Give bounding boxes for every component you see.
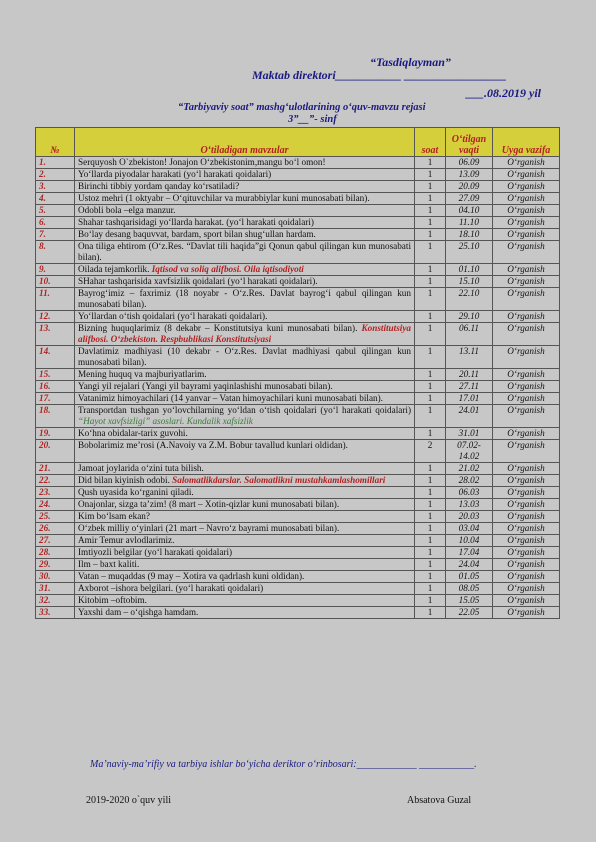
row-date: 25.10 bbox=[446, 241, 493, 264]
table-row bbox=[36, 181, 560, 193]
row-topic bbox=[75, 487, 415, 499]
row-number: 1. bbox=[36, 157, 75, 169]
table-row bbox=[36, 311, 560, 323]
row-topic bbox=[75, 523, 415, 535]
col-header-date: O‘tilgan vaqti bbox=[446, 128, 493, 157]
row-hours: 1 bbox=[415, 475, 446, 487]
row-task: O‘rganish bbox=[493, 381, 560, 393]
row-date: 29.10 bbox=[446, 311, 493, 323]
row-date: 10.04 bbox=[446, 535, 493, 547]
col-header-topic: O‘tiladigan mavzular bbox=[75, 128, 415, 157]
row-task: O‘rganish bbox=[493, 264, 560, 276]
date-line: ___.08.2019 yil bbox=[466, 86, 541, 100]
row-date: 24.04 bbox=[446, 559, 493, 571]
row-date: 17.01 bbox=[446, 393, 493, 405]
row-task: O‘rganish bbox=[493, 169, 560, 181]
row-task: O‘rganish bbox=[493, 193, 560, 205]
row-hours: 1 bbox=[415, 607, 446, 619]
row-number: 30. bbox=[36, 571, 75, 583]
topic-text: Bo‘lay desang baquvvat, bardam, sport bilan shug‘ullan hardam. bbox=[78, 229, 316, 239]
topic-text: SHahar tashqarisida xavfsizlik qoidalari (yo‘l harakati qoidalari). bbox=[78, 276, 318, 286]
topic-text: O‘zbek milliy o‘yinlari (21 mart – Navro‘z bayrami munosabati bilan). bbox=[78, 523, 340, 533]
row-task: O‘rganish bbox=[493, 535, 560, 547]
topic-text: Kitobim –oftobim. bbox=[78, 595, 147, 605]
row-date: 06.09 bbox=[446, 157, 493, 169]
col-header-hours: soat bbox=[415, 128, 446, 157]
row-hours: 1 bbox=[415, 193, 446, 205]
row-topic bbox=[75, 205, 415, 217]
row-hours: 1 bbox=[415, 181, 446, 193]
row-hours: 1 bbox=[415, 428, 446, 440]
row-date: 07.02-14.02 bbox=[446, 440, 493, 463]
table-row bbox=[36, 369, 560, 381]
row-hours: 1 bbox=[415, 381, 446, 393]
row-task: O‘rganish bbox=[493, 571, 560, 583]
row-date: 20.03 bbox=[446, 511, 493, 523]
topic-text: Vatanimiz himoyachilari (14 yanvar – Vatan himoyachilari kuni munosabati bilan). bbox=[78, 393, 383, 403]
topic-text: Ko‘hna obidalar-tarix guvohi. bbox=[78, 428, 188, 438]
row-date: 13.09 bbox=[446, 169, 493, 181]
table-row bbox=[36, 523, 560, 535]
table-row bbox=[36, 440, 560, 463]
row-task: O‘rganish bbox=[493, 241, 560, 264]
row-topic bbox=[75, 381, 415, 393]
row-number: 15. bbox=[36, 369, 75, 381]
row-number: 32. bbox=[36, 595, 75, 607]
table-row bbox=[36, 583, 560, 595]
row-number: 10. bbox=[36, 276, 75, 288]
row-date: 01.05 bbox=[446, 571, 493, 583]
row-number: 9. bbox=[36, 264, 75, 276]
row-hours: 1 bbox=[415, 523, 446, 535]
row-task: O‘rganish bbox=[493, 205, 560, 217]
author-name: Absatova Guzal bbox=[407, 795, 472, 806]
topic-text: Oilada tejamkorlik. bbox=[78, 264, 150, 274]
row-task: O‘rganish bbox=[493, 157, 560, 169]
table-row bbox=[36, 405, 560, 428]
row-hours: 1 bbox=[415, 276, 446, 288]
topic-text: Transportdan tushgan yo‘lovchilarning yo‘ldan o‘tish qoidalari (yo‘l harakati qoidalari) bbox=[78, 405, 411, 415]
table-row bbox=[36, 323, 560, 346]
row-number: 24. bbox=[36, 499, 75, 511]
approve-label: “Tasdiqlayman” bbox=[370, 55, 451, 69]
topic-text: Yo‘llarda piyodalar harakati (yo‘l harakati qoidalari) bbox=[78, 169, 272, 179]
row-topic bbox=[75, 595, 415, 607]
row-topic bbox=[75, 181, 415, 193]
row-topic bbox=[75, 475, 415, 487]
row-date: 04.10 bbox=[446, 205, 493, 217]
row-date: 03.04 bbox=[446, 523, 493, 535]
row-number: 5. bbox=[36, 205, 75, 217]
topic-text: Jamoat joylarida o‘zini tuta bilish. bbox=[78, 463, 204, 473]
row-task: O‘rganish bbox=[493, 323, 560, 346]
row-task: O‘rganish bbox=[493, 229, 560, 241]
topic-text: Ilm – baxt kaliti. bbox=[78, 559, 140, 569]
row-hours: 1 bbox=[415, 369, 446, 381]
row-topic bbox=[75, 264, 415, 276]
table-row bbox=[36, 276, 560, 288]
topic-text: Axborot –ishora belgilari. (yo‘l harakati qoidalari) bbox=[78, 583, 264, 593]
row-topic bbox=[75, 323, 415, 346]
topic-text: Serquyosh O`zbekiston! Jonajon O‘zbekistonim,mangu bo‘l omon! bbox=[78, 157, 326, 167]
topic-text: Birinchi tibbiy yordam qanday ko‘rsatiladi? bbox=[78, 181, 240, 191]
row-number: 26. bbox=[36, 523, 75, 535]
table-row bbox=[36, 559, 560, 571]
table-row bbox=[36, 157, 560, 169]
row-task: O‘rganish bbox=[493, 369, 560, 381]
row-task: O‘rganish bbox=[493, 405, 560, 428]
table-row bbox=[36, 193, 560, 205]
row-hours: 1 bbox=[415, 547, 446, 559]
topic-text: Qush uyasida ko‘rganini qiladi. bbox=[78, 487, 194, 497]
table-row bbox=[36, 229, 560, 241]
table-row bbox=[36, 535, 560, 547]
table-row bbox=[36, 217, 560, 229]
row-task: O‘rganish bbox=[493, 547, 560, 559]
row-number: 16. bbox=[36, 381, 75, 393]
academic-year: 2019-2020 o`quv yili bbox=[86, 795, 171, 806]
table-row bbox=[36, 428, 560, 440]
row-topic bbox=[75, 535, 415, 547]
row-number: 12. bbox=[36, 311, 75, 323]
table-row bbox=[36, 463, 560, 475]
row-number: 18. bbox=[36, 405, 75, 428]
topic-text: Bayrog‘imiz – faxrimiz (18 noyabr - O‘z.Res. Davlat bayrog‘i qabul qilingan kun munosabati bilan). bbox=[78, 288, 411, 309]
topic-note: Iqtisod va soliq alifbosi. Oila iqtisodiyoti bbox=[151, 264, 304, 274]
topic-text: Did bilan kiyinish odobi. bbox=[78, 475, 170, 485]
row-topic bbox=[75, 169, 415, 181]
row-task: O‘rganish bbox=[493, 463, 560, 475]
row-number: 27. bbox=[36, 535, 75, 547]
table-row bbox=[36, 475, 560, 487]
row-topic bbox=[75, 393, 415, 405]
topic-text: Onajonlar, sizga ta’zim! (8 mart – Xotin-qizlar kuni munosabati bilan). bbox=[78, 499, 340, 509]
row-number: 7. bbox=[36, 229, 75, 241]
row-topic bbox=[75, 583, 415, 595]
deputy-signature-line: Ma’naviy-ma’rifiy va tarbiya ishlar bo‘yicha deriktor o‘rinbosari:____________ ___________. bbox=[90, 759, 477, 770]
row-hours: 1 bbox=[415, 559, 446, 571]
topic-text: Yaxshi dam – o‘qishga hamdam. bbox=[78, 607, 199, 617]
row-date: 11.10 bbox=[446, 217, 493, 229]
row-number: 13. bbox=[36, 323, 75, 346]
row-topic bbox=[75, 440, 415, 463]
row-hours: 1 bbox=[415, 346, 446, 369]
lesson-plan-table bbox=[35, 127, 560, 619]
row-number: 2. bbox=[36, 169, 75, 181]
table-row bbox=[36, 607, 560, 619]
row-hours: 1 bbox=[415, 405, 446, 428]
row-topic bbox=[75, 311, 415, 323]
row-number: 17. bbox=[36, 393, 75, 405]
row-task: O‘rganish bbox=[493, 559, 560, 571]
director-line: Maktab direktori___________ _________________ bbox=[252, 68, 507, 82]
topic-text: Bizning huquqlarimiz (8 dekabr – Konstitutsiya kuni munosabati bilan). bbox=[78, 323, 358, 333]
row-topic bbox=[75, 463, 415, 475]
row-hours: 1 bbox=[415, 463, 446, 475]
row-task: O‘rganish bbox=[493, 311, 560, 323]
row-number: 23. bbox=[36, 487, 75, 499]
row-task: O‘rganish bbox=[493, 440, 560, 463]
row-task: O‘rganish bbox=[493, 487, 560, 499]
topic-text: Odobli bola –elga manzur. bbox=[78, 205, 176, 215]
row-date: 31.01 bbox=[446, 428, 493, 440]
row-hours: 2 bbox=[415, 440, 446, 463]
class-label: 3”__”- sinf bbox=[288, 114, 337, 125]
topic-text: Mening huquq va majburiyatlarim. bbox=[78, 369, 207, 379]
row-date: 15.05 bbox=[446, 595, 493, 607]
col-header-task: Uyga vazifa bbox=[493, 128, 560, 157]
row-date: 28.02 bbox=[446, 475, 493, 487]
row-number: 19. bbox=[36, 428, 75, 440]
row-topic bbox=[75, 217, 415, 229]
row-topic bbox=[75, 346, 415, 369]
row-task: O‘rganish bbox=[493, 393, 560, 405]
row-topic bbox=[75, 571, 415, 583]
table-row bbox=[36, 264, 560, 276]
row-number: 22. bbox=[36, 475, 75, 487]
row-topic bbox=[75, 241, 415, 264]
row-number: 31. bbox=[36, 583, 75, 595]
row-date: 27.09 bbox=[446, 193, 493, 205]
table-row bbox=[36, 571, 560, 583]
table-row bbox=[36, 205, 560, 217]
row-topic bbox=[75, 229, 415, 241]
row-task: O‘rganish bbox=[493, 428, 560, 440]
table-row bbox=[36, 381, 560, 393]
row-hours: 1 bbox=[415, 323, 446, 346]
topic-text: Shahar tashqarisidagi yo‘llarda harakat. (yo‘l harakati qoidalari) bbox=[78, 217, 314, 227]
row-date: 24.01 bbox=[446, 405, 493, 428]
row-task: O‘rganish bbox=[493, 181, 560, 193]
row-hours: 1 bbox=[415, 264, 446, 276]
row-topic bbox=[75, 157, 415, 169]
row-hours: 1 bbox=[415, 169, 446, 181]
row-hours: 1 bbox=[415, 595, 446, 607]
row-topic bbox=[75, 369, 415, 381]
row-number: 14. bbox=[36, 346, 75, 369]
row-topic bbox=[75, 428, 415, 440]
row-task: O‘rganish bbox=[493, 583, 560, 595]
table-row bbox=[36, 241, 560, 264]
row-number: 21. bbox=[36, 463, 75, 475]
row-hours: 1 bbox=[415, 311, 446, 323]
row-topic bbox=[75, 288, 415, 311]
row-task: O‘rganish bbox=[493, 511, 560, 523]
row-date: 08.05 bbox=[446, 583, 493, 595]
row-hours: 1 bbox=[415, 241, 446, 264]
row-task: O‘rganish bbox=[493, 276, 560, 288]
row-task: O‘rganish bbox=[493, 523, 560, 535]
topic-text: Bobolarimiz me’rosi (A.Navoiy va Z.M. Bobur tavallud kunlari oldidan). bbox=[78, 440, 348, 450]
row-number: 20. bbox=[36, 440, 75, 463]
row-hours: 1 bbox=[415, 229, 446, 241]
topic-text: Yo‘llardan o‘tish qoidalari (yo‘l harakati qoidalari). bbox=[78, 311, 268, 321]
row-topic bbox=[75, 511, 415, 523]
row-hours: 1 bbox=[415, 217, 446, 229]
row-topic bbox=[75, 276, 415, 288]
topic-note: Salomatlikdarslar. Salomatlikni mustahkamlashomillari bbox=[172, 475, 386, 485]
row-hours: 1 bbox=[415, 288, 446, 311]
row-task: O‘rganish bbox=[493, 607, 560, 619]
table-row bbox=[36, 169, 560, 181]
row-date: 27.11 bbox=[446, 381, 493, 393]
col-header-number: № bbox=[36, 128, 75, 157]
table-row bbox=[36, 499, 560, 511]
row-hours: 1 bbox=[415, 205, 446, 217]
row-hours: 1 bbox=[415, 583, 446, 595]
row-date: 22.05 bbox=[446, 607, 493, 619]
row-task: O‘rganish bbox=[493, 288, 560, 311]
row-number: 6. bbox=[36, 217, 75, 229]
row-hours: 1 bbox=[415, 511, 446, 523]
row-number: 8. bbox=[36, 241, 75, 264]
row-date: 13.11 bbox=[446, 346, 493, 369]
table-row bbox=[36, 393, 560, 405]
row-date: 01.10 bbox=[446, 264, 493, 276]
table-row bbox=[36, 595, 560, 607]
row-topic bbox=[75, 559, 415, 571]
row-topic bbox=[75, 405, 415, 428]
row-date: 22.10 bbox=[446, 288, 493, 311]
row-topic bbox=[75, 547, 415, 559]
row-date: 17.04 bbox=[446, 547, 493, 559]
table-row bbox=[36, 511, 560, 523]
row-topic bbox=[75, 499, 415, 511]
row-number: 33. bbox=[36, 607, 75, 619]
row-date: 18.10 bbox=[446, 229, 493, 241]
row-task: O‘rganish bbox=[493, 595, 560, 607]
row-hours: 1 bbox=[415, 157, 446, 169]
row-task: O‘rganish bbox=[493, 217, 560, 229]
topic-text: Kim bo‘lsam ekan? bbox=[78, 511, 150, 521]
topic-text: Yangi yil rejalari (Yangi yil bayrami yaqinlashishi munosabati bilan). bbox=[78, 381, 333, 391]
row-date: 20.09 bbox=[446, 181, 493, 193]
table-row bbox=[36, 547, 560, 559]
topic-note: “Hayot xavfsizligi” asoslari. Kundalik xafsizlik bbox=[78, 416, 253, 426]
row-task: O‘rganish bbox=[493, 475, 560, 487]
topic-text: Amir Temur avlodlarimiz. bbox=[78, 535, 175, 545]
row-task: O‘rganish bbox=[493, 499, 560, 511]
topic-note: Konstitutsiya alifbosi. O‘zbekiston. Respbublikasi Konstitutsiyasi bbox=[78, 323, 412, 344]
row-hours: 1 bbox=[415, 571, 446, 583]
row-number: 3. bbox=[36, 181, 75, 193]
topic-text: Imtiyozli belgilar (yo‘l harakati qoidalari) bbox=[78, 547, 233, 557]
topic-text: Davlatimiz madhiyasi (10 dekabr - O‘z.Res. Davlat madhiyasi qabul qilingan kun munosabati bilan). bbox=[78, 346, 411, 367]
table-row bbox=[36, 288, 560, 311]
row-hours: 1 bbox=[415, 487, 446, 499]
row-date: 15.10 bbox=[446, 276, 493, 288]
row-date: 21.02 bbox=[446, 463, 493, 475]
topic-text: Ona tiliga ehtirom (O‘z.Res. “Davlat tili haqida”gi Qonun qabul qilingan kun munosabati bilan). bbox=[78, 241, 411, 262]
row-number: 11. bbox=[36, 288, 75, 311]
row-hours: 1 bbox=[415, 499, 446, 511]
row-date: 06.11 bbox=[446, 323, 493, 346]
row-date: 06.03 bbox=[446, 487, 493, 499]
topic-text: Vatan – muqaddas (9 may – Xotira va qadrlash kuni oldidan). bbox=[78, 571, 305, 581]
row-hours: 1 bbox=[415, 393, 446, 405]
row-hours: 1 bbox=[415, 535, 446, 547]
row-task: O‘rganish bbox=[493, 346, 560, 369]
plan-title: “Tarbiyaviy soat” mashg‘ulotlarining o‘quv-mavzu rejasi bbox=[178, 102, 426, 113]
row-date: 13.03 bbox=[446, 499, 493, 511]
row-number: 4. bbox=[36, 193, 75, 205]
row-number: 28. bbox=[36, 547, 75, 559]
row-date: 20.11 bbox=[446, 369, 493, 381]
table-body bbox=[36, 157, 560, 619]
row-topic bbox=[75, 193, 415, 205]
row-number: 29. bbox=[36, 559, 75, 571]
row-topic bbox=[75, 607, 415, 619]
topic-text: Ustoz mehri (1 oktyabr – O‘qituvchilar va murabbiylar kuni munosabati bilan). bbox=[78, 193, 370, 203]
row-number: 25. bbox=[36, 511, 75, 523]
table-row bbox=[36, 487, 560, 499]
table-row bbox=[36, 346, 560, 369]
